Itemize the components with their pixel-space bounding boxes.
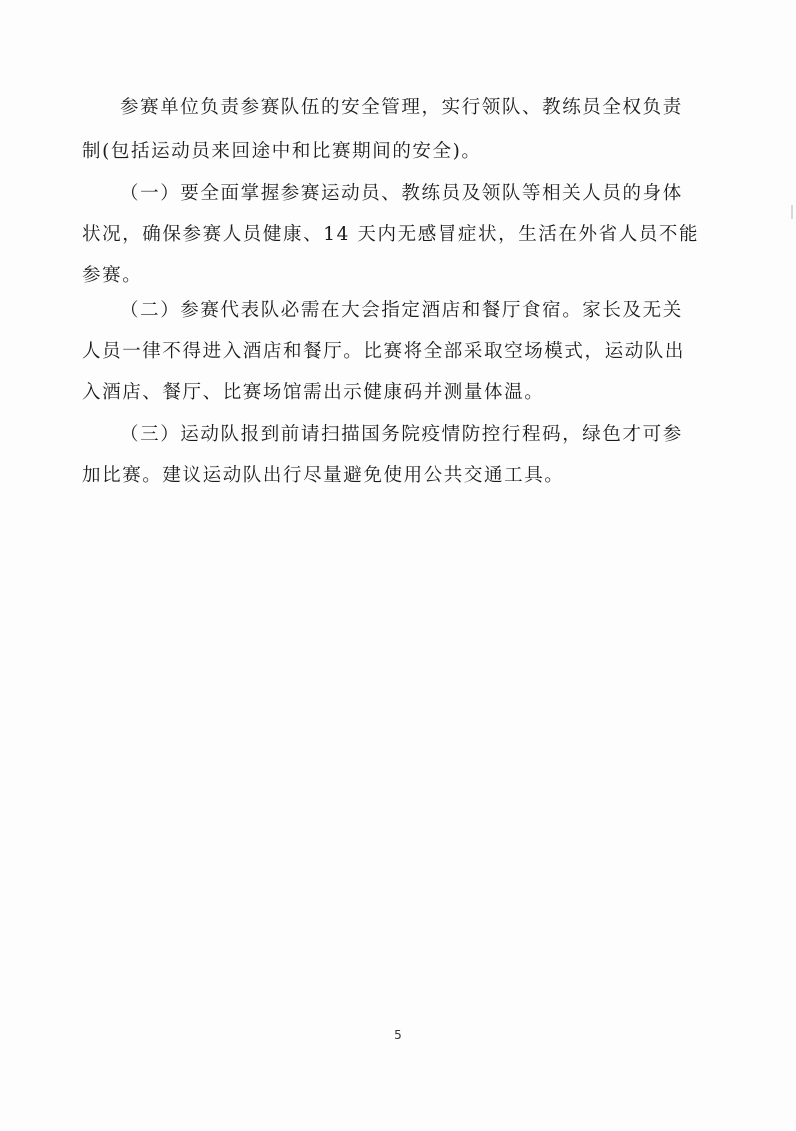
paragraph-4-line-2: 加比赛。建议运动队出行尽量避免使用公共交通工具。 — [82, 465, 565, 486]
paragraph-2-line-2: 状况，确保参赛人员健康、14 天内无感冒症状，生活在外省人员不能 — [82, 224, 700, 245]
paragraph-3-line-2: 人员一律不得进入酒店和餐厅。比赛将全部采取空场模式，运动队出 — [82, 341, 686, 362]
page-number: 5 — [394, 1028, 402, 1042]
paragraph-2-line-3: 参赛。 — [82, 265, 143, 286]
paragraph-2-line-1: （一）要全面掌握参赛运动员、教练员及领队等相关人员的身体 — [120, 183, 683, 204]
paragraph-3-line-1: （二）参赛代表队必需在大会指定酒店和餐厅食宿。家长及无关 — [120, 300, 683, 321]
paragraph-1-line-2: 制(包括运动员来回途中和比赛期间的安全)。 — [82, 141, 482, 162]
paragraph-1-line-1: 参赛单位负责参赛队伍的安全管理，实行领队、教练员全权负责 — [120, 97, 683, 118]
paragraph-3-line-3: 入酒店、餐厅、比赛场馆需出示健康码并测量体温。 — [82, 382, 545, 403]
paragraph-4-line-1: （三）运动队报到前请扫描国务院疫情防控行程码，绿色才可参 — [120, 424, 683, 445]
scan-edge-mark — [791, 205, 793, 219]
